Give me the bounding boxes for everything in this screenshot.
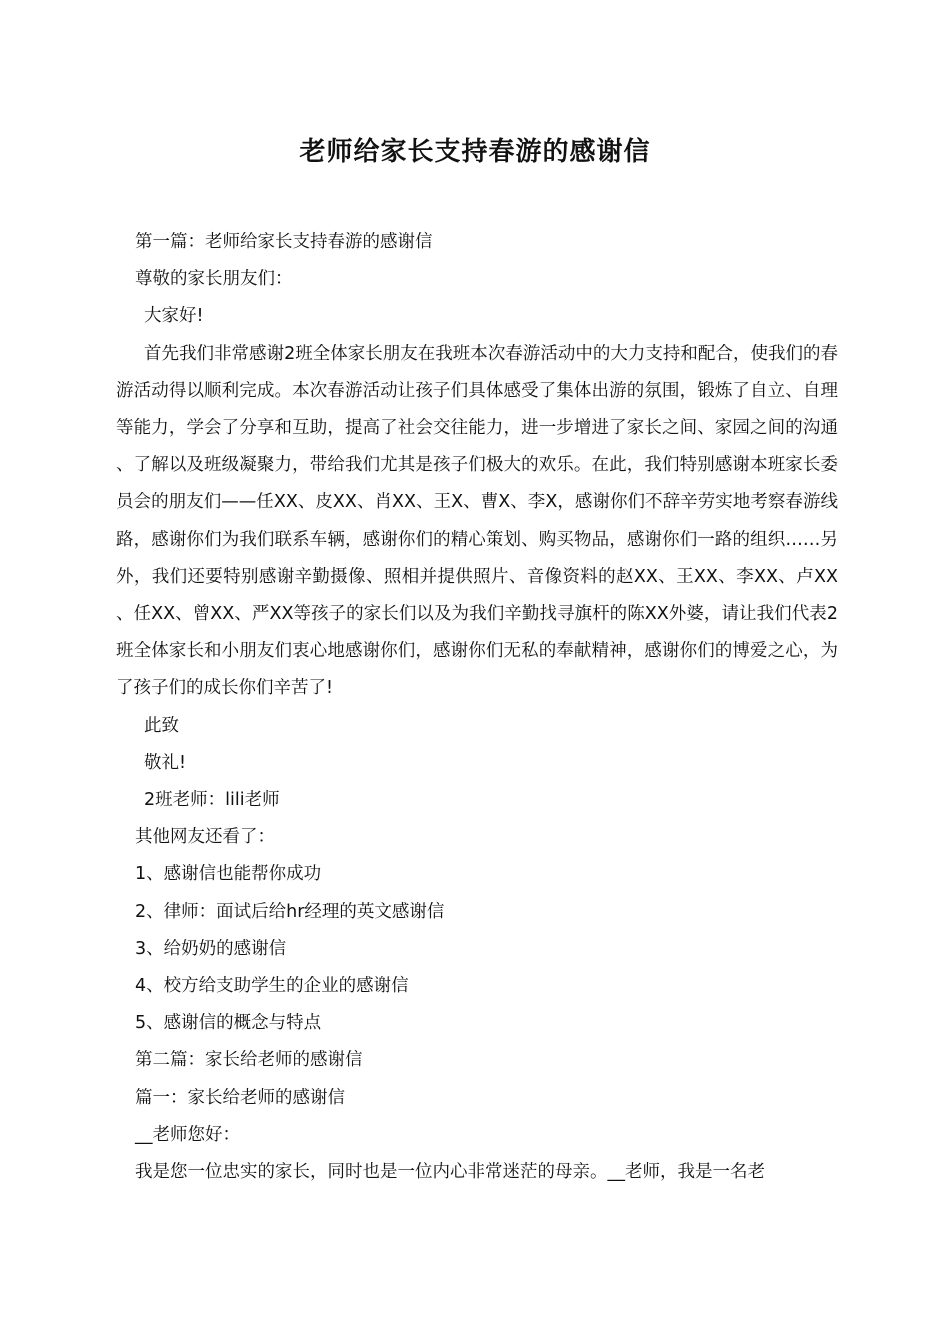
related-item-1: 1、感谢信也能帮你成功 [135,864,322,885]
section-heading-second: 第二篇：家长给老师的感谢信 [135,1050,363,1071]
greeting: 大家好! [144,306,204,327]
related-item-5: 5、感谢信的概念与特点 [135,1013,322,1034]
intro-lines [116,224,838,336]
salutation: 尊敬的家长朋友们： [135,269,293,290]
closing-jing-li: 敬礼! [144,752,187,773]
document-body [116,224,838,1191]
related-item-4: 4、校方给支助学生的企业的感谢信 [135,976,409,997]
document-title: 老师给家长支持春游的感谢信 [299,137,651,167]
main-paragraph: 首先我们非常感谢2班全体家长朋友在我班本次春游活动中的大力支持和配合，使我们的春游活动得以顺利完成。本次春游活动让孩子们具体感受了集体出游的氛围，锻炼了自立、自理等能力，学会了分享和互助，提高了社会交往能力，进一步增进了家长之间、家园之间的沟通、了解以及班级凝聚力，带给我们尤其是孩子们极大的欢乐。在此，我们特别感谢本班家长委员会的朋友们——任XX、皮XX、肖XX、王X、曹X、李X，感谢你们不辞辛劳实地考察春游线路，感谢你们为我们联系车辆，感谢你们的精心策划、购买物品，感谢你们一路的组织……另外，我们还要特别感谢辛勤摄像、照相并提供照片、音像资料的赵XX、王XX、李XX、卢XX、任XX、曾XX、严XX等孩子的家长们以及为我们辛勤找寻旗杆的陈XX外婆，请让我们代表2班全体家长和小朋友们衷心地感谢你们，感谢你们无私的奉献精神，感谢你们的博爱之心，为了孩子们的成长你们辛苦了! [116,343,838,699]
section-heading-first: 第一篇：老师给家长支持春游的感谢信 [135,232,433,252]
second-letter-first-line: 我是您一位忠实的家长，同时也是一位内心非常迷茫的母亲。__老师，我是一名老 [135,1162,765,1183]
closing-ci-zhi: 此致 [144,715,179,736]
related-item-2: 2、律师：面试后给hr经理的英文感谢信 [135,901,445,922]
signature: 2班老师：lili老师 [144,790,280,811]
related-item-3: 3、给奶奶的感谢信 [135,938,287,959]
sub-heading-one: 篇一：家长给老师的感谢信 [135,1087,345,1108]
related-heading: 其他网友还看了： [135,827,275,848]
second-salutation: __老师您好： [135,1124,240,1145]
closing-lines [116,708,838,1192]
